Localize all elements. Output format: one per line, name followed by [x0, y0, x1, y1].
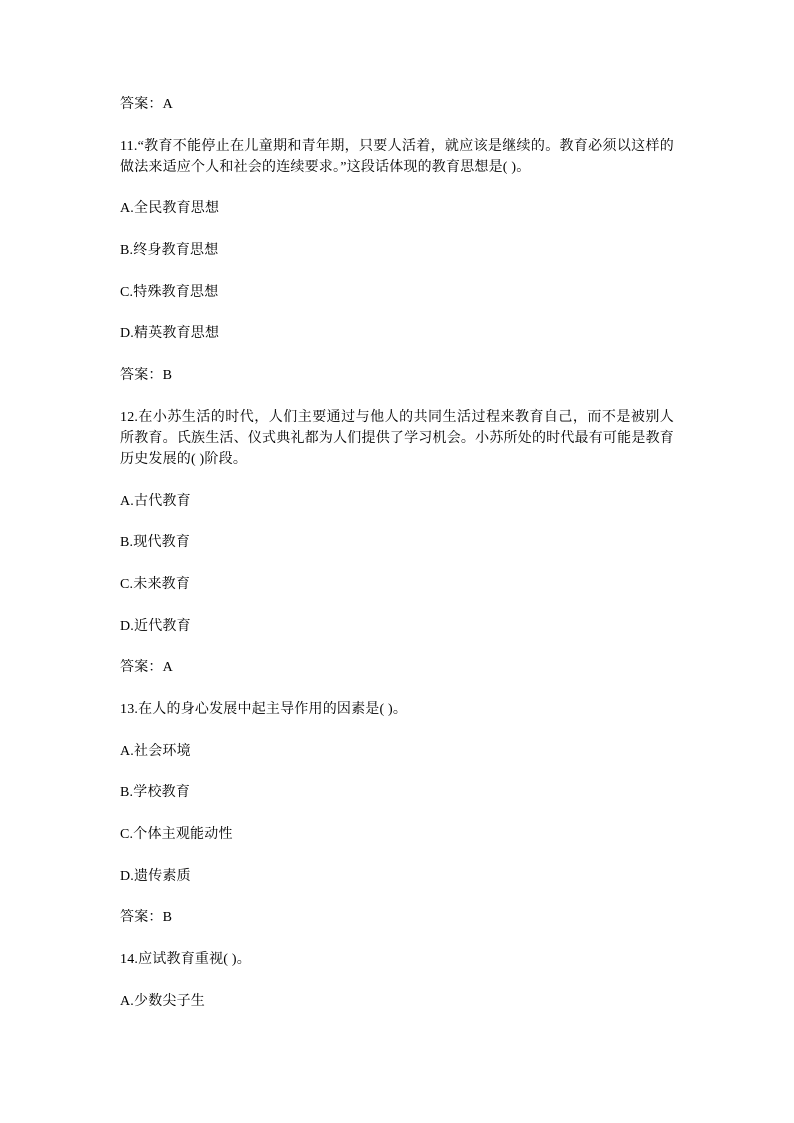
answer-line: 答案：A — [120, 660, 173, 676]
answer-line: 答案：A — [120, 97, 173, 112]
question-stem: 13.在人的身心发展中起主导作用的因素是( )。 — [120, 701, 408, 717]
answer-line: 答案：B — [120, 910, 173, 926]
question-stem: 12.在小苏生活的时代，人们主要通过与他人的共同生活过程来教育自己，而不是被别人所教育。氏族生活、仪式典礼都为人们提供了学习机会。小苏所处的时代最有可能是教育历史发展的( )阶段。 — [120, 409, 674, 467]
option-item: D.近代教育 — [120, 618, 191, 634]
option-item: B.学校教育 — [120, 785, 191, 801]
option-item: C.个体主观能动性 — [120, 827, 233, 842]
option-item: D.精英教育思想 — [120, 326, 220, 342]
question-stem: 11.“教育不能停止在儿童期和青年期，只要人活着，就应该是继续的。教育必须以这样的做法来适应个人和社会的连续要求。”这段话体现的教育思想是( )。 — [120, 138, 674, 175]
option-item: A.古代教育 — [120, 493, 191, 509]
option-item: A.全民教育思想 — [120, 201, 220, 217]
option-item: C.特殊教育思想 — [120, 284, 219, 300]
option-item: B.现代教育 — [120, 535, 191, 551]
option-item: A.少数尖子生 — [120, 993, 206, 1009]
document-content — [120, 94, 674, 1012]
answer-line: 答案：B — [120, 368, 173, 384]
option-item: C.未来教育 — [120, 576, 191, 592]
option-item: D.遗传素质 — [120, 868, 191, 884]
option-item: B.终身教育思想 — [120, 243, 219, 259]
option-item: A.社会环境 — [120, 743, 191, 759]
question-stem: 14.应试教育重视( )。 — [120, 952, 251, 968]
